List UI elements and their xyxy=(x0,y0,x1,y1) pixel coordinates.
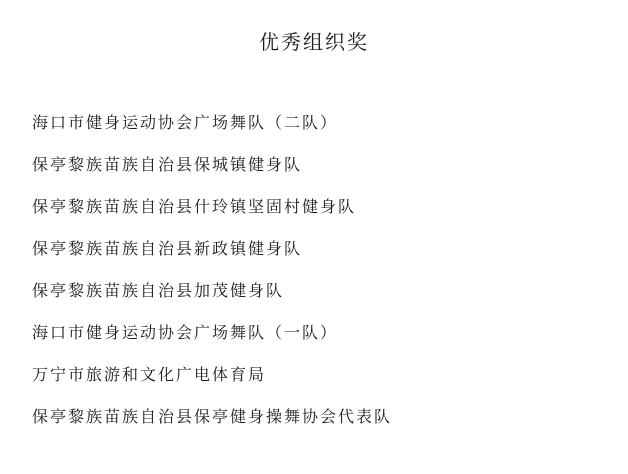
list-item: 保亭黎族苗族自治县新政镇健身队 xyxy=(32,239,303,258)
list-item: 海口市健身运动协会广场舞队（一队） xyxy=(32,323,339,342)
award-recipient-list xyxy=(32,112,392,448)
list-item: 保亭黎族苗族自治县加茂健身队 xyxy=(32,281,285,300)
list-item: 保亭黎族苗族自治县保城镇健身队 xyxy=(32,155,303,174)
list-item: 保亭黎族苗族自治县什玲镇坚固村健身队 xyxy=(32,197,357,216)
list-item: 保亭黎族苗族自治县保亭健身操舞协会代表队 xyxy=(32,407,393,426)
list-item: 万宁市旅游和文化广电体育局 xyxy=(32,365,267,384)
list-item: 海口市健身运动协会广场舞队（二队） xyxy=(32,113,339,132)
award-title: 优秀组织奖 xyxy=(259,30,369,54)
